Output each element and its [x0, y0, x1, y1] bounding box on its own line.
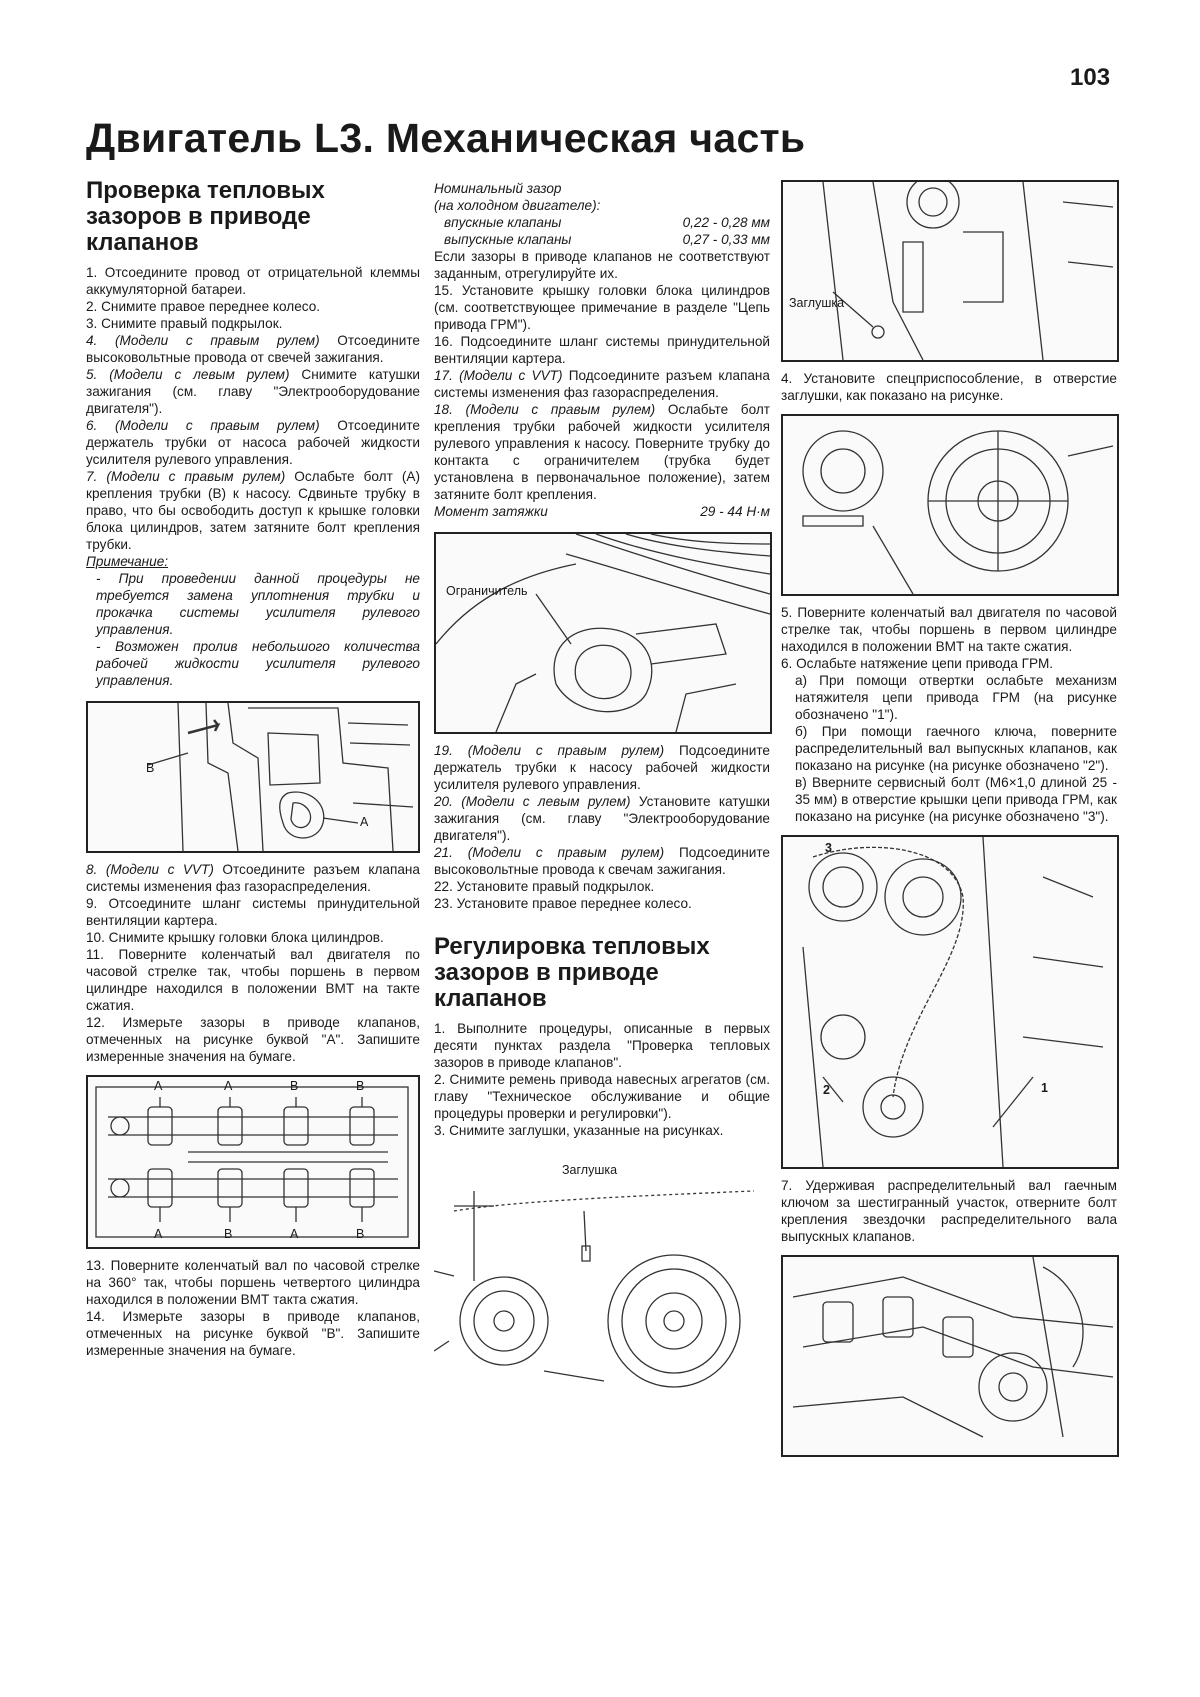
step-text: 12. Измерьте зазоры в приводе клапанов, отмеченных на рисунке буквой "А". Запишите измеренные значения на бумаге.	[86, 1015, 420, 1064]
step-body: Подсоедините высоковольтные провода к свечам зажигания.	[434, 845, 770, 877]
step-text: 3. Снимите заглушки, указанные на рисунках.	[434, 1123, 724, 1138]
step-condition: 17. (Модели с VVT)	[434, 368, 563, 383]
spec-value: 0,27 - 0,33 мм	[682, 232, 770, 247]
note-title: Примечание:	[86, 554, 169, 569]
figure-camshaft-drawing	[88, 1077, 418, 1247]
step-body: Ослабьте болт (А) крепления трубки (В) к насосу. Сдвиньте трубку в право, что бы освободить доступ к крышке головки блока цилиндров, затем затяните болт крепления трубки.	[86, 469, 420, 552]
callout-a: A	[154, 1227, 163, 1241]
callout-2: 2	[823, 1083, 830, 1097]
step-condition: 18. (Модели с правым рулем)	[434, 402, 656, 417]
step-text: 22. Установите правый подкрылок.	[434, 879, 655, 894]
step-text: 10. Снимите крышку головки блока цилиндров.	[86, 930, 384, 945]
step-text: 16. Подсоедините шланг системы принудительной вентиляции картера.	[434, 334, 770, 366]
callout-3: 3	[825, 841, 832, 855]
torque-row	[434, 503, 770, 520]
step-body: Отсоедините разъем клапана системы изменения фаз газораспределения.	[86, 862, 420, 894]
step-body: Установите катушки зажигания (см. главу "Электрооборудование двигателя").	[434, 794, 770, 843]
step-text: 3. Снимите правый подкрылок.	[86, 316, 283, 331]
figure-pump-tube-drawing	[88, 703, 418, 851]
section-heading-check: Проверка тепловых зазоров в приводе клапанов	[86, 177, 325, 256]
figure-timing-chain-drawing	[783, 837, 1117, 1167]
figure-camshaft-layout	[86, 1075, 420, 1249]
step-text	[86, 861, 420, 895]
step-text: 15. Установите крышку головки блока цилиндров (см. соответствующее примечание в разделе "Цепь привода ГРМ").	[434, 283, 770, 332]
callout-a: A	[290, 1227, 299, 1241]
step-text	[86, 468, 420, 553]
step-body: Отсоедините держатель трубки от насоса рабочей жидкости усилителя рулевого управления.	[86, 418, 420, 467]
column-3	[781, 180, 1117, 1465]
callout-a: A	[154, 1079, 163, 1093]
figure-plug-pulley	[434, 1151, 768, 1391]
figure-plug-hole	[781, 180, 1119, 362]
step-text	[86, 332, 420, 366]
spec-label: выпускные клапаны	[444, 232, 572, 247]
step-body: Снимите катушки зажигания (см. главу "Электрооборудование двигателя").	[86, 367, 420, 416]
step-body: Ослабьте болт крепления трубки рабочей жидкости усилителя рулевого управления к насосу. Поверните трубку до контакта с ограничителем (трубка будет установлена в первоначальное положение), затем затяните болт крепления.	[434, 402, 770, 502]
figure-camshaft-wrench-drawing	[783, 1257, 1117, 1455]
callout-b: B	[356, 1227, 365, 1241]
step-text: Если зазоры в приводе клапанов не соответствуют заданным, отрегулируйте их.	[434, 249, 770, 281]
step-text: 2. Снимите ремень привода навесных агрегатов (см. главу "Техническое обслуживание и общие процедуры проверки и регулировки").	[434, 1072, 770, 1121]
note-item: - Возможен пролив небольшого количества рабочей жидкости усилителя рулевого управления.	[96, 639, 420, 688]
spec-row-exhaust	[434, 231, 770, 248]
callout-limiter: Ограничитель	[446, 584, 528, 598]
step-condition: 7. (Модели с правым рулем)	[86, 469, 286, 484]
step-text: 13. Поверните коленчатый вал по часовой стрелке на 360° так, чтобы поршень четвертого цилиндра находился в положении ВМТ такта сжатия.	[86, 1258, 420, 1307]
step-text	[434, 401, 770, 503]
step-text: 4. Установите спецприспособление, в отверстие заглушки, как показано на рисунке.	[781, 371, 1117, 403]
step-text: 6. Ослабьте натяжение цепи привода ГРМ.	[781, 656, 1054, 671]
figure-limiter-drawing	[436, 534, 770, 732]
step-text: 23. Установите правое переднее колесо.	[434, 896, 692, 911]
callout-plug: Заглушка	[562, 1163, 618, 1177]
step-text: 9. Отсоедините шланг системы принудительной вентиляции картера.	[86, 896, 420, 928]
figure-limiter	[434, 532, 772, 734]
step-text	[86, 366, 420, 417]
spec-title: Номинальный зазор	[434, 181, 562, 196]
step-text	[434, 367, 770, 401]
step-text: 5. Поверните коленчатый вал двигателя по часовой стрелке так, чтобы поршень в первом цилиндре находился в положении ВМТ на такте сжатия.	[781, 605, 1117, 654]
callout-b: B	[146, 761, 155, 775]
callout-plug: Заглушка	[789, 296, 845, 310]
step-text	[434, 742, 770, 793]
step-condition: 20. (Модели с левым рулем)	[434, 794, 631, 809]
column-1	[86, 178, 420, 1359]
step-condition: 6. (Модели с правым рулем)	[86, 418, 320, 433]
step-condition: 21. (Модели с правым рулем)	[434, 845, 665, 860]
callout-1: 1	[1041, 1081, 1048, 1095]
step-condition: 5. (Модели с левым рулем)	[86, 367, 290, 382]
page-title: Двигатель L3. Механическая часть	[86, 115, 806, 161]
note-item: - При проведении данной процедуры не требуется замена уплотнения трубки и прокачка системы усилителя рулевого управления.	[96, 571, 420, 637]
column-2	[434, 180, 770, 1399]
figure-plug-hole-drawing	[783, 182, 1117, 360]
step-body: Подсоедините разъем клапана системы изменения фаз газораспределения.	[434, 368, 770, 400]
step-text	[86, 417, 420, 468]
step-text: 1. Отсоедините провод от отрицательной клеммы аккумуляторной батареи.	[86, 265, 420, 297]
step-text: 1. Выполните процедуры, описанные в первых десяти пунктах раздела "Проверка тепловых зазоров в приводе клапанов".	[434, 1021, 770, 1070]
section-heading-adjust: Регулировка тепловых зазоров в приводе клапанов	[434, 933, 710, 1012]
torque-label: Момент затяжки	[434, 504, 548, 519]
step-substep: а) При помощи отвертки ослабьте механизм натяжителя цепи привода ГРМ (на рисунке обозначено "1").	[795, 673, 1117, 722]
figure-special-tool-drawing	[783, 416, 1117, 594]
spec-label: впускные клапаны	[444, 215, 562, 230]
spec-value: 0,22 - 0,28 мм	[682, 215, 770, 230]
figure-camshaft-wrench	[781, 1255, 1119, 1457]
step-condition: 8. (Модели с VVT)	[86, 862, 214, 877]
step-body: Подсоедините держатель трубки к насосу рабочей жидкости усилителя рулевого управления.	[434, 743, 770, 792]
step-text	[434, 844, 770, 878]
step-condition: 4. (Модели с правым рулем)	[86, 333, 320, 348]
figure-timing-chain	[781, 835, 1119, 1169]
callout-b: B	[356, 1079, 365, 1093]
step-text: 11. Поверните коленчатый вал двигателя по часовой стрелке так, чтобы поршень в первом цилиндре находился в положении ВМТ на такте сжатия.	[86, 947, 420, 1013]
step-substep: в) Вверните сервисный болт (М6×1,0 длиной 25 - 35 мм) в отверстие крышки цепи привода ГРМ, как показано на рисунке (на рисунке обозначено "3").	[795, 775, 1117, 824]
step-substep: б) При помощи гаечного ключа, поверните распределительный вал выпускных клапанов, как показано на рисунке (на рисунке обозначено "2").	[795, 724, 1117, 773]
step-text: 14. Измерьте зазоры в приводе клапанов, отмеченных на рисунке буквой "В". Запишите измеренные значения на бумаге.	[86, 1309, 420, 1358]
callout-b: B	[290, 1079, 299, 1093]
spec-subtitle: (на холодном двигателе):	[434, 198, 601, 213]
figure-plug-pulley-drawing	[434, 1151, 768, 1391]
step-text	[434, 793, 770, 844]
callout-a: A	[360, 815, 369, 829]
torque-value: 29 - 44 Н·м	[700, 504, 770, 519]
page-number: 103	[1070, 64, 1111, 91]
step-body: Отсоедините высоковольтные провода от свечей зажигания.	[86, 333, 420, 365]
step-text: 2. Снимите правое переднее колесо.	[86, 299, 321, 314]
step-text: 7. Удерживая распределительный вал гаечным ключом за шестигранный участок, отверните болт крепления звездочки распределительного вала выпускных клапанов.	[781, 1178, 1117, 1244]
step-condition: 19. (Модели с правым рулем)	[434, 743, 665, 758]
callout-a: A	[224, 1079, 233, 1093]
spec-row-intake	[434, 214, 770, 231]
figure-special-tool	[781, 414, 1119, 596]
callout-b: B	[224, 1227, 233, 1241]
figure-pump-tube	[86, 701, 420, 853]
